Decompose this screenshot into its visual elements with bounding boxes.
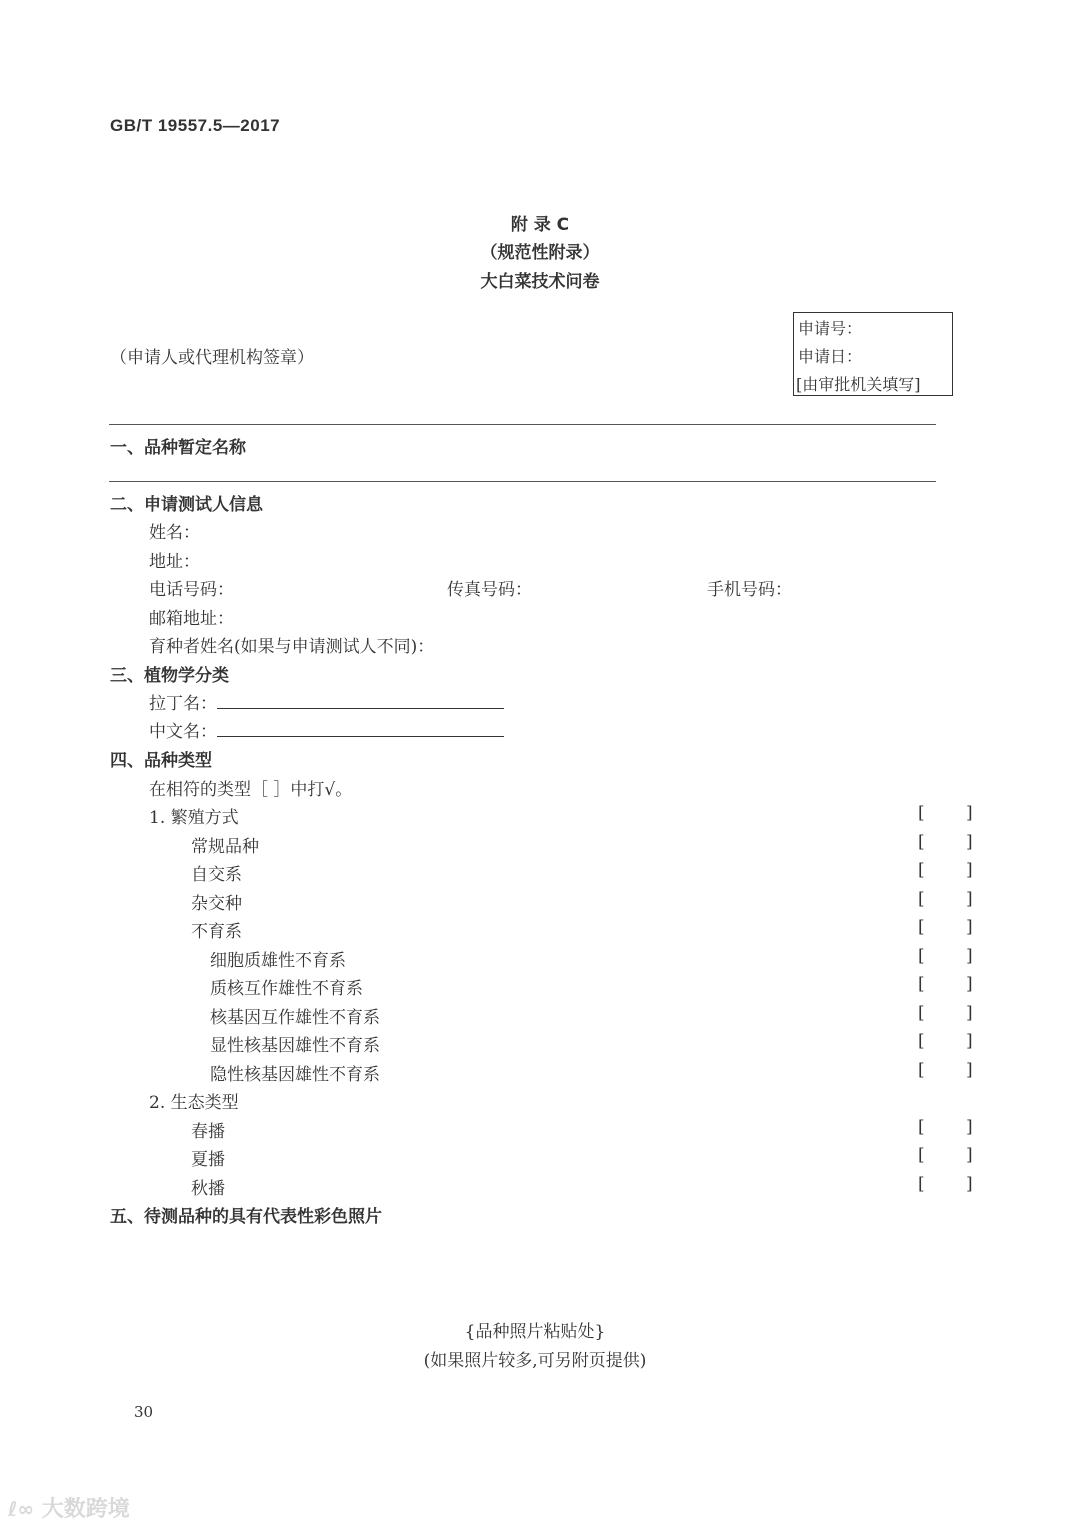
divider xyxy=(109,424,936,425)
photo-placeholder[interactable]: {品种照片粘贴处} xyxy=(464,1322,606,1342)
option-recessive-nuclear: 隐性核基因雄性不育系 xyxy=(210,1065,380,1085)
option-summer-sowing: 夏播 xyxy=(191,1150,225,1170)
application-number-label: 申请号： xyxy=(798,319,863,338)
option-sterile-line: 不育系 xyxy=(191,922,242,942)
official-use-note: [由审批机关填写] xyxy=(796,375,921,394)
option-inbred-line: 自交系 xyxy=(191,865,242,885)
applicant-signature-label: （申请人或代理机构签章） xyxy=(110,348,314,368)
chinese-name-row xyxy=(149,717,504,742)
checkbox-bracket[interactable]: [ ] xyxy=(918,832,991,852)
section-variety-type: 四、品种类型 xyxy=(110,751,212,771)
option-hybrid: 杂交种 xyxy=(191,894,242,914)
option-conventional: 常规品种 xyxy=(191,837,259,857)
option-cms: 细胞质雄性不育系 xyxy=(210,951,346,971)
checkbox-bracket[interactable]: [ ] xyxy=(918,1117,991,1137)
checkbox-bracket[interactable]: [ ] xyxy=(918,803,991,823)
chinese-name-blank[interactable] xyxy=(217,720,504,737)
checkbox-bracket[interactable]: [ ] xyxy=(918,946,991,966)
applicant-address-label: 地址： xyxy=(149,552,200,572)
section-variety-name: 一、品种暂定名称 xyxy=(110,438,246,458)
page-number: 30 xyxy=(134,1403,154,1421)
option-nucleo-cytoplasmic: 质核互作雄性不育系 xyxy=(210,979,363,999)
application-date-label: 申请日： xyxy=(798,347,863,366)
photo-note: (如果照片较多,可另附页提供) xyxy=(423,1351,647,1371)
latin-name-row xyxy=(149,689,504,714)
option-spring-sowing: 春播 xyxy=(191,1122,225,1142)
applicant-fax-label: 传真号码： xyxy=(447,580,532,600)
chinese-name-label: 中文名： xyxy=(149,722,217,742)
option-dominant-nuclear: 显性核基因雄性不育系 xyxy=(210,1036,380,1056)
section-variety-photo: 五、待测品种的具有代表性彩色照片 xyxy=(110,1207,382,1227)
checkbox-bracket[interactable]: [ ] xyxy=(918,1174,991,1194)
applicant-mobile-label: 手机号码： xyxy=(707,580,792,600)
watermark xyxy=(8,1492,130,1523)
checkbox-bracket[interactable]: [ ] xyxy=(918,889,991,909)
option-nuclear-gene-interaction: 核基因互作雄性不育系 xyxy=(210,1008,380,1028)
checkbox-bracket[interactable]: [ ] xyxy=(918,1031,991,1051)
option-autumn-sowing: 秋播 xyxy=(191,1179,225,1199)
checkbox-bracket[interactable]: [ ] xyxy=(918,974,991,994)
section-applicant-info: 二、申请测试人信息 xyxy=(110,495,263,515)
checkbox-bracket[interactable]: [ ] xyxy=(918,917,991,937)
divider xyxy=(109,481,936,482)
latin-name-label: 拉丁名： xyxy=(149,694,217,714)
section-botanical-classification: 三、植物学分类 xyxy=(110,666,229,686)
appendix-title: 附 录 C xyxy=(510,215,570,235)
propagation-method-heading: 1. 繁殖方式 xyxy=(149,808,239,828)
checkbox-bracket[interactable]: [ ] xyxy=(918,1145,991,1165)
watermark-text: 大数跨境 xyxy=(41,1497,130,1522)
checkbox-bracket[interactable]: [ ] xyxy=(918,1060,991,1080)
official-use-box xyxy=(793,312,953,396)
standard-number: GB/T 19557.5—2017 xyxy=(110,116,281,135)
latin-name-blank[interactable] xyxy=(217,692,504,709)
applicant-name-label: 姓名： xyxy=(149,523,200,543)
checkbox-bracket[interactable]: [ ] xyxy=(918,1003,991,1023)
questionnaire-title: 大白菜技术问卷 xyxy=(480,272,600,292)
check-instruction: 在相符的类型［ ］中打√。 xyxy=(149,780,353,800)
watermark-logo-icon: ℓ∞ xyxy=(8,1497,35,1521)
checkbox-bracket[interactable]: [ ] xyxy=(918,860,991,880)
breeder-name-label: 育种者姓名(如果与申请测试人不同)： xyxy=(149,637,435,657)
applicant-email-label: 邮箱地址： xyxy=(149,609,234,629)
applicant-phone-label: 电话号码： xyxy=(149,580,234,600)
ecotype-heading: 2. 生态类型 xyxy=(149,1093,239,1113)
normative-label: （规范性附录） xyxy=(480,243,600,263)
